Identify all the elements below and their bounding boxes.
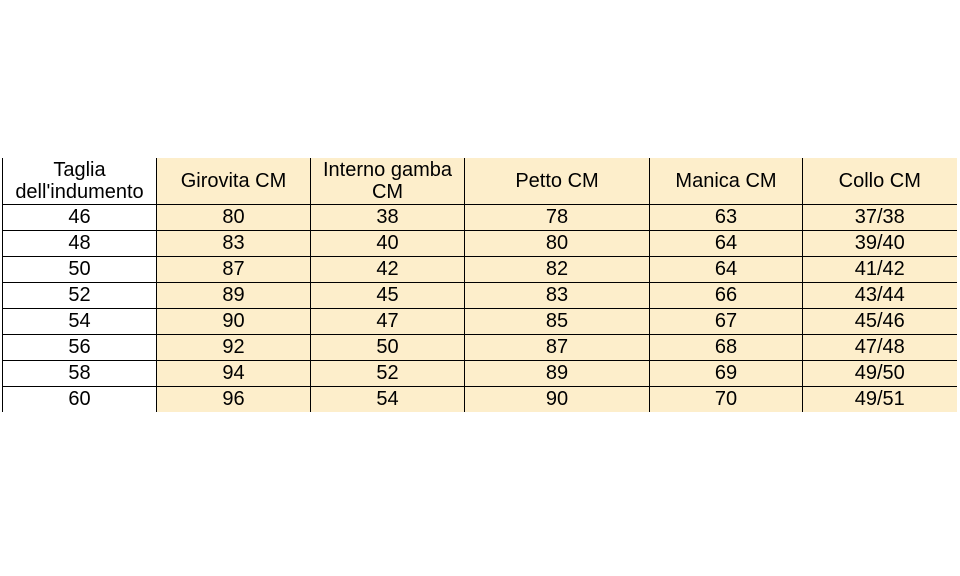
cell-inseam: 38 [311,205,465,231]
table-body [3,205,957,413]
header-row [3,158,957,205]
cell-waist: 89 [157,283,311,309]
cell-sleeve: 64 [650,231,803,257]
cell-chest: 85 [465,309,650,335]
cell-waist: 83 [157,231,311,257]
cell-sleeve: 63 [650,205,803,231]
cell-chest: 90 [465,387,650,413]
cell-waist: 90 [157,309,311,335]
cell-inseam: 50 [311,335,465,361]
header-sleeve: Manica CM [650,158,803,205]
table-row [3,335,957,361]
cell-chest: 87 [465,335,650,361]
table-row [3,231,957,257]
table-row [3,257,957,283]
cell-sleeve: 70 [650,387,803,413]
cell-sleeve: 68 [650,335,803,361]
header-waist: Girovita CM [157,158,311,205]
cell-waist: 94 [157,361,311,387]
header-chest: Petto CM [465,158,650,205]
cell-neck: 47/48 [803,335,957,361]
cell-inseam: 40 [311,231,465,257]
cell-inseam: 52 [311,361,465,387]
cell-sleeve: 64 [650,257,803,283]
cell-sleeve: 67 [650,309,803,335]
header-garment-size: Taglia dell'indumento [3,158,157,205]
cell-size: 60 [3,387,157,413]
cell-chest: 83 [465,283,650,309]
cell-size: 56 [3,335,157,361]
cell-neck: 49/50 [803,361,957,387]
cell-inseam: 54 [311,387,465,413]
cell-size: 50 [3,257,157,283]
header-neck: Collo CM [803,158,957,205]
cell-neck: 43/44 [803,283,957,309]
cell-sleeve: 69 [650,361,803,387]
header-inseam: Interno gamba CM [311,158,465,205]
cell-neck: 45/46 [803,309,957,335]
table-header [3,158,957,205]
cell-size: 58 [3,361,157,387]
table-row [3,387,957,413]
cell-waist: 96 [157,387,311,413]
size-chart-table [2,158,957,412]
cell-neck: 49/51 [803,387,957,413]
cell-chest: 80 [465,231,650,257]
table-row [3,283,957,309]
cell-neck: 39/40 [803,231,957,257]
table-row [3,205,957,231]
cell-size: 54 [3,309,157,335]
cell-chest: 78 [465,205,650,231]
cell-size: 52 [3,283,157,309]
cell-sleeve: 66 [650,283,803,309]
cell-waist: 92 [157,335,311,361]
cell-inseam: 47 [311,309,465,335]
cell-waist: 80 [157,205,311,231]
cell-inseam: 42 [311,257,465,283]
cell-chest: 82 [465,257,650,283]
cell-neck: 41/42 [803,257,957,283]
cell-chest: 89 [465,361,650,387]
cell-inseam: 45 [311,283,465,309]
cell-waist: 87 [157,257,311,283]
cell-size: 48 [3,231,157,257]
cell-neck: 37/38 [803,205,957,231]
table-row [3,309,957,335]
cell-size: 46 [3,205,157,231]
table-row [3,361,957,387]
